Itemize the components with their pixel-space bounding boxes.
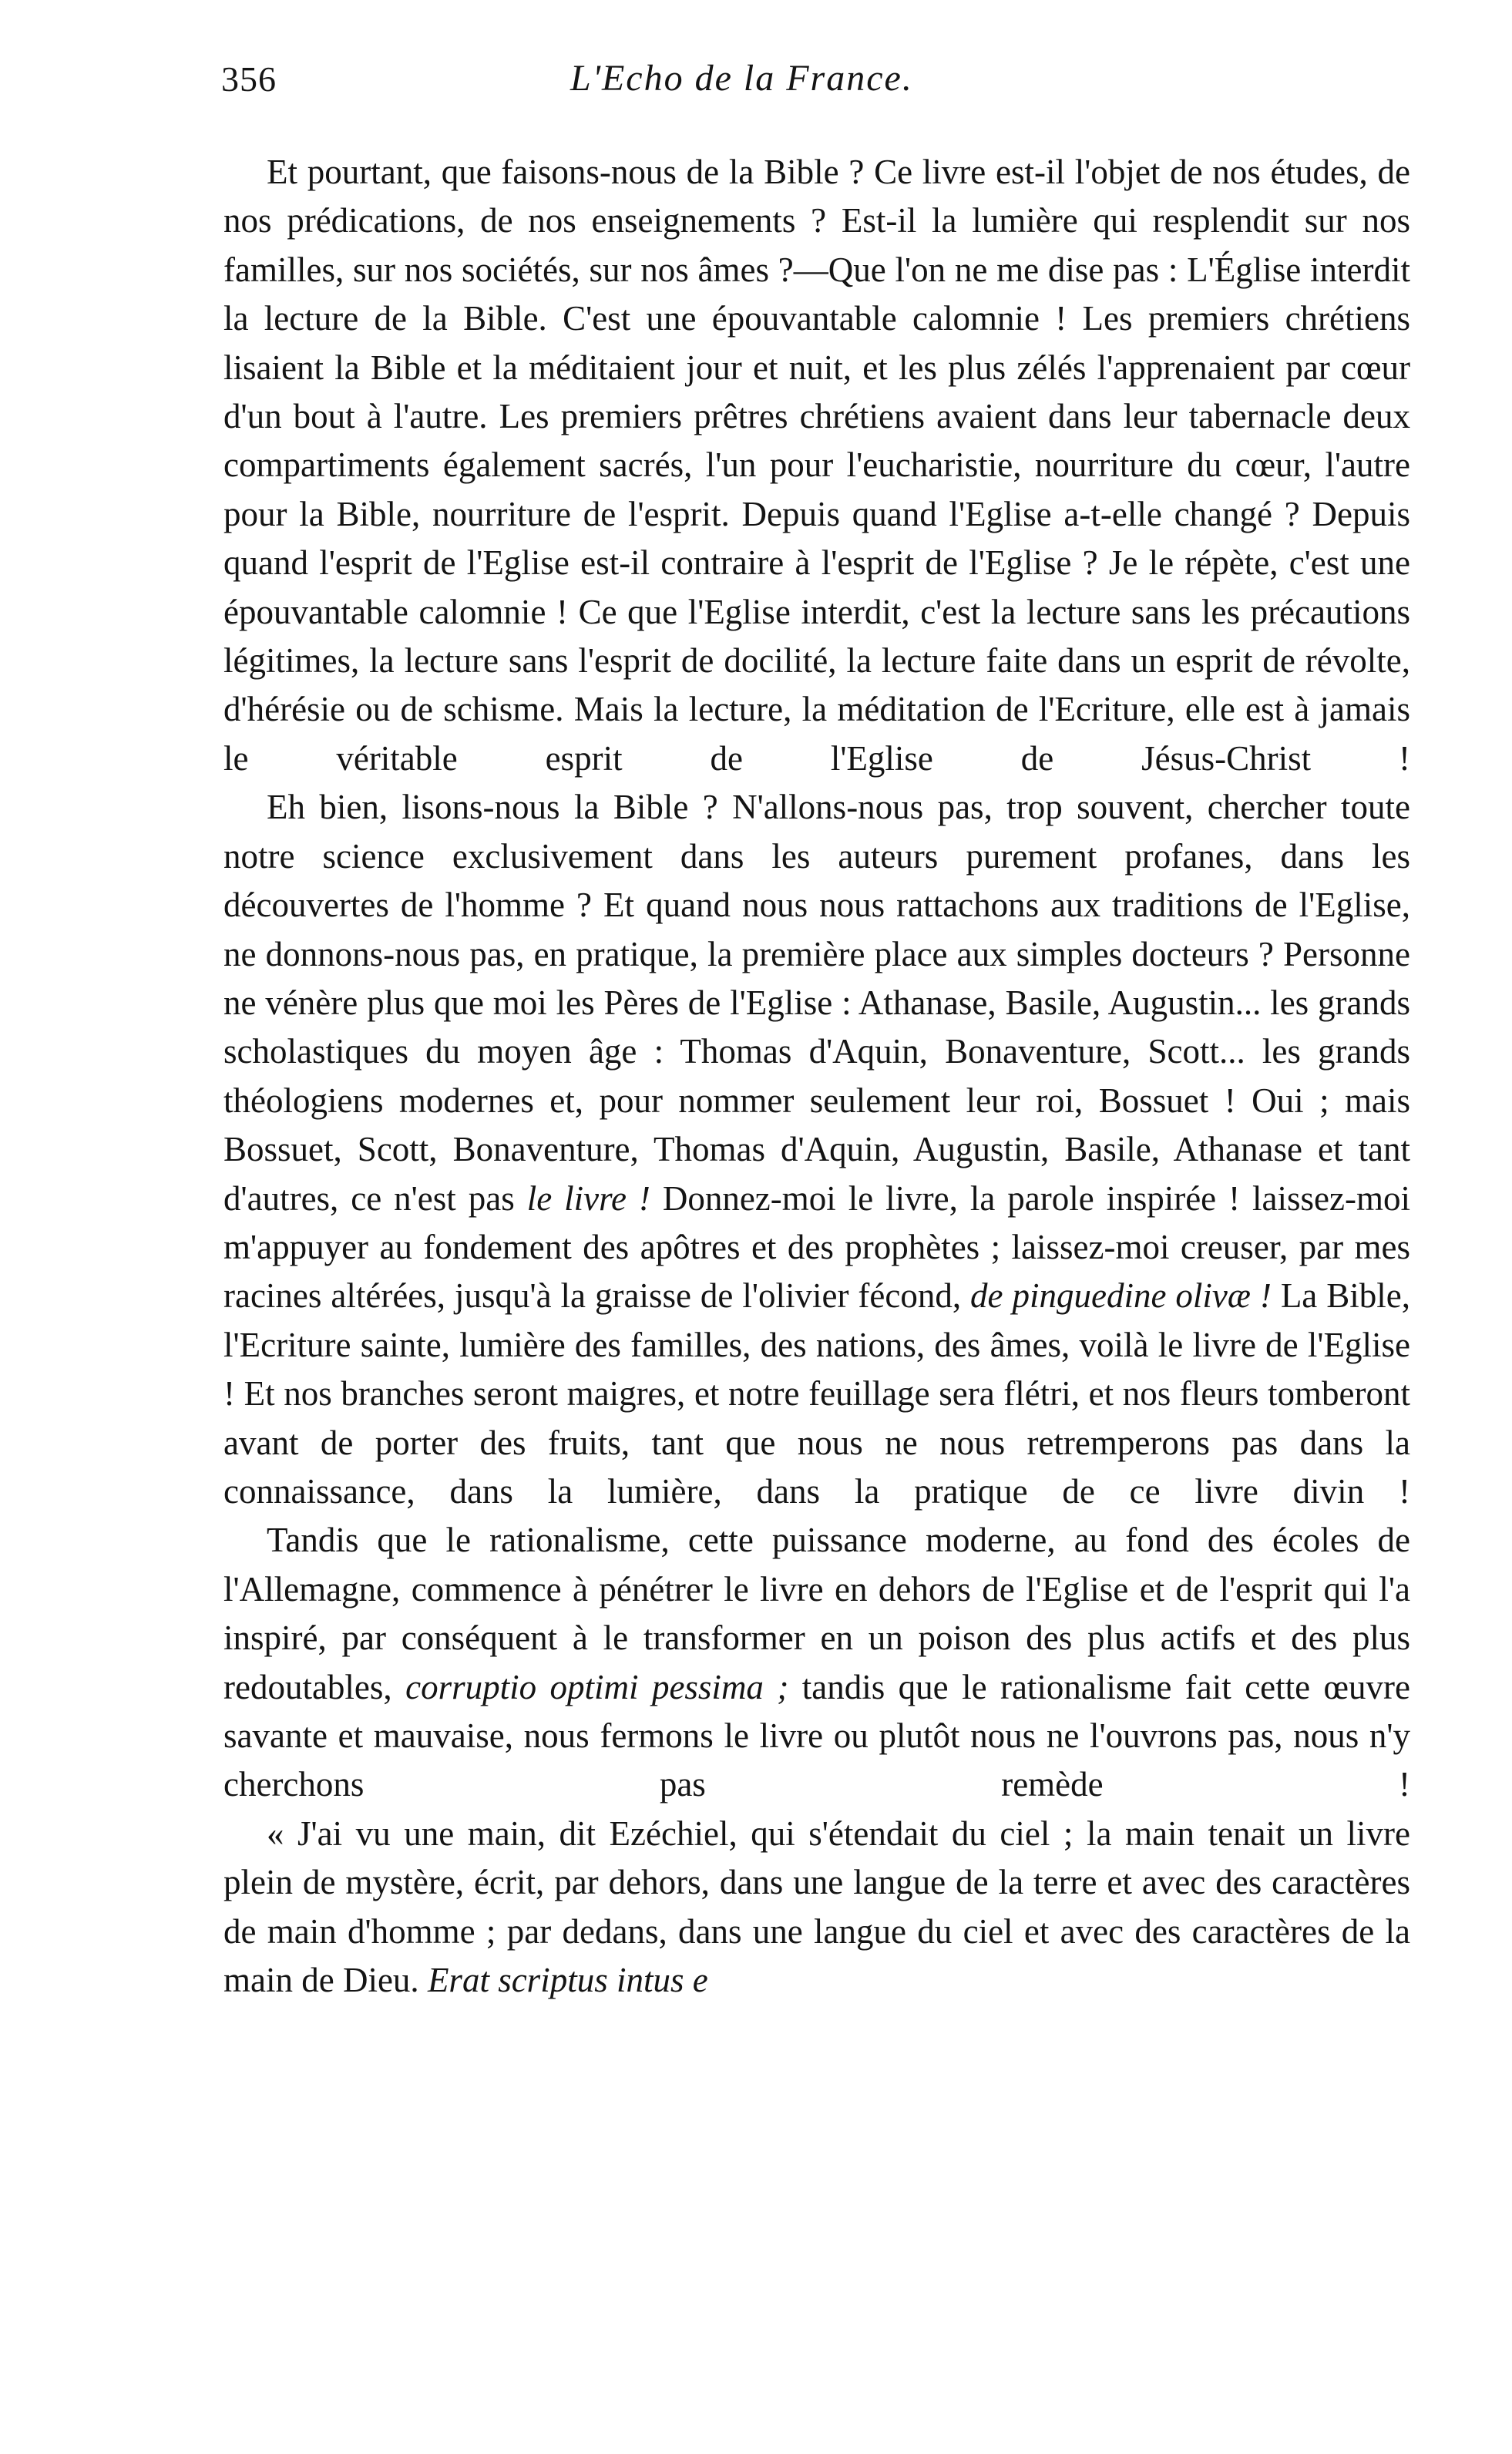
paragraph-text: La Bible, l'Ecriture sainte, lumière des familles, des nations, des âmes, voilà le livre de l'Eglise ! Et nos branches seront maigres, et notre feuillage sera flétri, et nos fleurs tomberont avant de porter des fruits, tant que nous ne nous retremperons pas dans la connaissance, dans la lumière, dans la pratique de ce livre divin ! (223, 1276, 1410, 1511)
paragraph-ezechiel-quote (223, 1810, 1410, 2005)
body-text (223, 148, 1410, 2005)
latin-quote: Erat scriptus intus e (427, 1961, 708, 2000)
paragraph-text: Donnez-moi le livre, la parole inspirée ! laissez-moi m'appuyer au fondement des apôtres et des prophètes ; laissez-moi creuser, par mes racines altérées, jusqu'à la graisse de l'olivier fécond, (223, 1178, 1410, 1316)
paragraph-text: Eh bien, lisons-nous la Bible ? N'allons-nous pas, trop souvent, chercher toute notre science exclusivement dans les auteurs purement profanes, dans les découvertes de l'homme ? Et quand nous nous rattachons aux traditions de l'Eglise, ne donnons-nous pas, en pratique, la première place aux simples docteurs ? Personne ne vénère plus que moi les Pères de l'Eglise : Athanase, Basile, Augustin... les grands scholastiques du moyen âge : Thomas d'Aquin, Bonaventure, Scott... les grands théologiens modernes et, pour nommer seulement leur roi, Bossuet ! Oui ; mais Bossuet, Scott, Bonaventure, Thomas d'Aquin, Augustin, Basile, Athanase et tant d'autres, ce n'est pas (223, 788, 1410, 1218)
paragraph-rationalism (223, 1516, 1410, 1809)
paragraph-text: Tandis que le rationalisme, cette puissance moderne, au fond des écoles de l'Allemagne, commence à pénétrer le livre en dehors de l'Eglise et de l'esprit qui l'a inspiré, par conséquent à le transformer en un poison des plus actifs et des plus redoutables, (223, 1521, 1410, 1706)
paragraph-bible-study (223, 148, 1410, 783)
paragraph-text: Et pourtant, que faisons-nous de la Bible ? Ce livre est-il l'objet de nos études, de nos prédications, de nos enseignements ? Est-il la lumière qui resplendit sur nos familles, sur nos sociétés, sur nos âmes ?—Que l'on ne me dise pas : L'Église interdit la lecture de la Bible. C'est une épouvantable calomnie ! Les premiers chrétiens lisaient la Bible et la méditaient jour et nuit, et les plus zélés l'apprenaient par cœur d'un bout à l'autre. Les premiers prêtres chrétiens avaient dans leur tabernacle deux compartiments également sacrés, l'un pour l'eucharistie, nourriture du cœur, l'autre pour la Bible, nourriture de l'esprit. Depuis quand l'Eglise a-t-elle changé ? Depuis quand l'esprit de l'Eglise est-il contraire à l'esprit de l'Eglise ? Je le répète, c'est une épouvantable calomnie ! Ce que l'Eglise interdit, c'est la lecture sans les précautions légitimes, la lecture sans l'esprit de docilité, la lecture faite dans un esprit de révolte, d'hérésie ou de schisme. Mais la lecture, la méditation de l'Ecriture, elle est à jamais le véritable esprit de l'Eglise de Jésus-Christ ! (223, 153, 1410, 778)
italic-phrase: le livre ! (526, 1178, 650, 1218)
running-head (0, 46, 1512, 116)
paragraph-text: tandis que le rationalisme fait cette œuvre savante et mauvaise, nous fermons le livre ou plutôt nous ne l'ouvrons pas, nous n'y cherchons pas remède ! (223, 1667, 1410, 1804)
page-number: 356 (221, 59, 277, 99)
paragraph-reading-bible (223, 783, 1410, 1516)
journal-title: L'Echo de la France. (570, 58, 913, 99)
latin-quote: de pinguedine olivæ ! (970, 1276, 1272, 1316)
paragraph-text: « J'ai vu une main, dit Ezéchiel, qui s'étendait du ciel ; la main tenait un livre plein de mystère, écrit, par dehors, dans une langue de la terre et avec des caractères de main d'homme ; par dedans, dans une langue du ciel et avec des caractères de la main de Dieu. (223, 1814, 1410, 2000)
latin-quote: corruptio optimi pessima ; (405, 1667, 789, 1706)
